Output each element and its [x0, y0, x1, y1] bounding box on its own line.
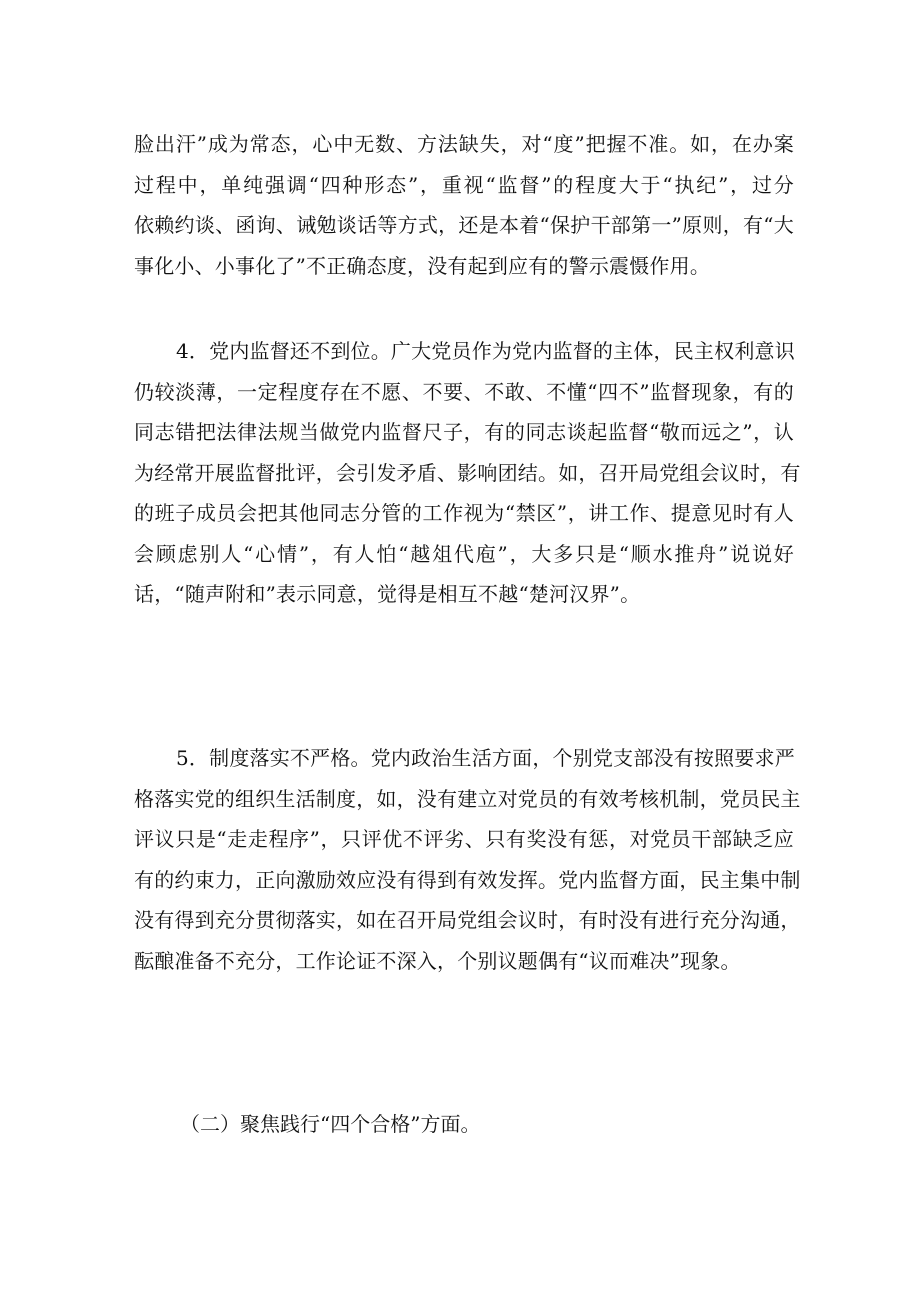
paragraph-line: 会顾虑别人“心情”，有人怕“越俎代庖”，大多只是“顺水推舟”说说好: [134, 541, 794, 566]
paragraph-line: 为经常开展监督批评，会引发矛盾、影响团结。如，召开局党组会议时，有: [134, 460, 801, 485]
paragraph-line: 过程中，单纯强调“四种形态”，重视“监督”的程度大于“执纪”，过分: [134, 172, 794, 197]
paragraph-line: 事化小、小事化了”不正确态度，没有起到应有的警示震慑作用。: [134, 253, 711, 278]
paragraph-3: [134, 738, 801, 981]
section-heading: （二）聚焦践行“四个合格”方面。: [180, 1112, 481, 1136]
paragraph-line: 有的约束力，正向激励效应没有得到有效发挥。党内监督方面，民主集中制: [134, 867, 801, 892]
paragraph-line: 话，“随声附和”表示同意，觉得是相互不越“楚河汉界”。: [134, 582, 641, 606]
paragraph-line: 脸出汗”成为常态，心中无数、方法缺失，对“度”把握不准。如，在办案: [134, 132, 794, 156]
paragraph-2: [134, 331, 801, 615]
paragraph-line: 同志错把法律法规当做党内监督尺子，有的同志谈起监督“敬而远之”，认: [134, 420, 794, 444]
paragraph-line: 没有得到充分贯彻落实，如在召开局党组会议时，有时没有进行充分沟通，: [134, 908, 801, 932]
paragraph-line: 的班子成员会把其他同志分管的工作视为“禁区”，讲工作、提意见时有人: [134, 501, 794, 525]
paragraph-line: 评议只是“走走程序”，只评优不评劣、只有奖没有惩，对党员干部缺乏应: [134, 827, 794, 851]
paragraph-line: 格落实党的组织生活制度，如，没有建立对党员的有效考核机制，党员民主: [134, 786, 801, 811]
paragraph-line: 4．党内监督还不到位。广大党员作为党内监督的主体，民主权利意识: [176, 339, 795, 363]
paragraph-line: 酝酿准备不充分，工作论证不深入，个别议题偶有“议而难决”现象。: [134, 948, 741, 973]
paragraph-line: 5．制度落实不严格。党内政治生活方面，个别党支部没有按照要求严: [176, 746, 795, 770]
paragraph-line: 仍较淡薄，一定程度存在不愿、不要、不敢、不懂“四不”监督现象，有的: [134, 379, 794, 404]
paragraph-1: [134, 124, 794, 286]
paragraph-line: 依赖约谈、函询、诫勉谈话等方式，还是本着“保护干部第一”原则，有“大: [134, 213, 794, 237]
